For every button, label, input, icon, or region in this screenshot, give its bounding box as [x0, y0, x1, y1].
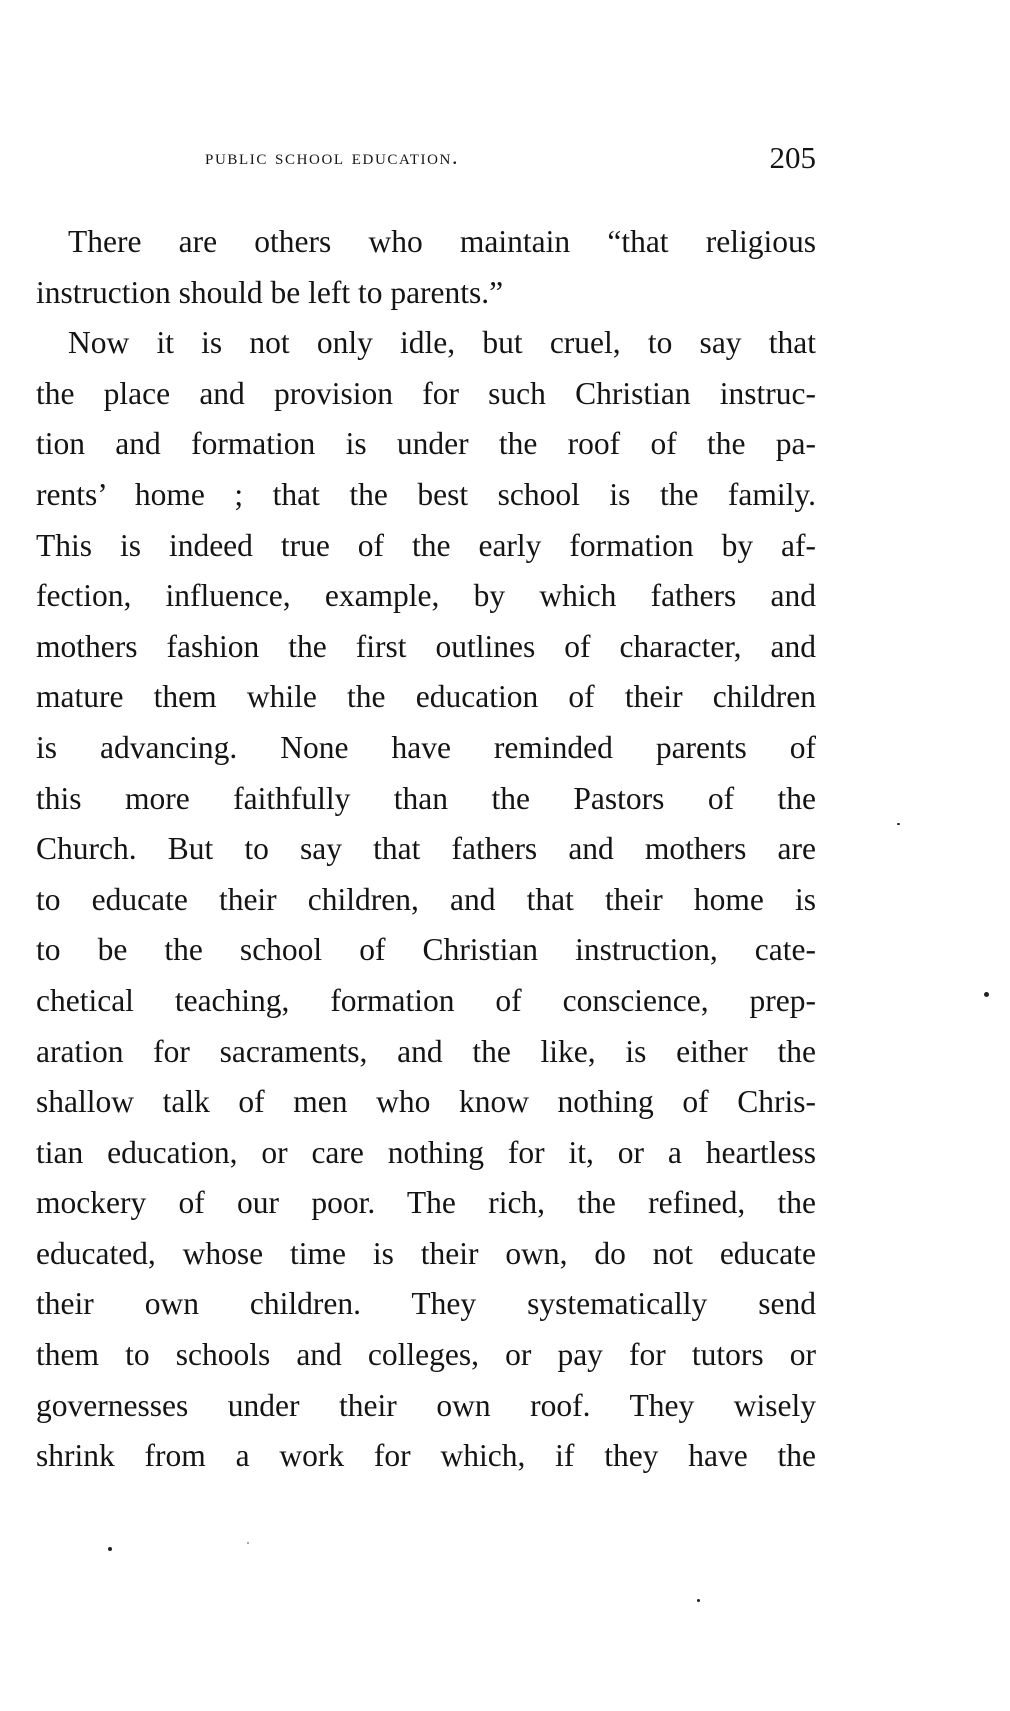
- text-line: the place and provision for such Christian instruc-: [36, 375, 816, 411]
- text-line: rents’ home ; that the best school is the family.: [36, 476, 816, 512]
- text-line: tion and formation is under the roof of the pa-: [36, 426, 816, 462]
- text-line: There are others who maintain “that religious: [68, 224, 816, 259]
- text-line: educated, whose time is their own, do not educate: [36, 1235, 816, 1271]
- text-line: shrink from a work for which, if they have the: [36, 1438, 816, 1474]
- scan-speck: [897, 823, 900, 825]
- text-line: governesses under their own roof. They wisely: [36, 1387, 816, 1423]
- running-title: public school education.: [205, 144, 460, 169]
- text-line: instruction should be left to parents.”: [36, 274, 504, 310]
- page-number: 205: [769, 140, 816, 175]
- text-line: is advancing. None have reminded parents of: [36, 729, 816, 765]
- text-line: Now it is not only idle, but cruel, to say that: [68, 325, 816, 361]
- text-line: chetical teaching, formation of conscience, prep-: [36, 982, 816, 1018]
- text-line: their own children. They systematically send: [36, 1286, 816, 1322]
- scan-speck: [984, 992, 989, 997]
- text-line: to educate their children, and that their home is: [36, 881, 816, 917]
- text-line: to be the school of Christian instruction, cate-: [36, 932, 816, 968]
- body-text: [36, 217, 816, 1482]
- text-line: Church. But to say that fathers and mothers are: [36, 831, 816, 867]
- text-line: mothers fashion the first outlines of character, and: [36, 628, 816, 664]
- scan-speck: [108, 1547, 112, 1551]
- text-line: aration for sacraments, and the like, is either the: [36, 1033, 816, 1069]
- text-line: This is indeed true of the early formation by af-: [36, 527, 816, 563]
- text-line: fection, influence, example, by which fathers and: [36, 578, 816, 614]
- running-head: [205, 140, 822, 180]
- text-line: shallow talk of men who know nothing of Chris-: [36, 1084, 816, 1120]
- text-line: this more faithfully than the Pastors of the: [36, 780, 816, 816]
- text-line: tian education, or care nothing for it, or a heartless: [36, 1134, 816, 1170]
- text-line: them to schools and colleges, or pay for tutors or: [36, 1337, 816, 1373]
- scan-speck: [697, 1599, 700, 1602]
- text-line: mockery of our poor. The rich, the refined, the: [36, 1185, 816, 1221]
- text-line: mature them while the education of their children: [36, 679, 816, 715]
- scan-speck: [247, 1542, 249, 1544]
